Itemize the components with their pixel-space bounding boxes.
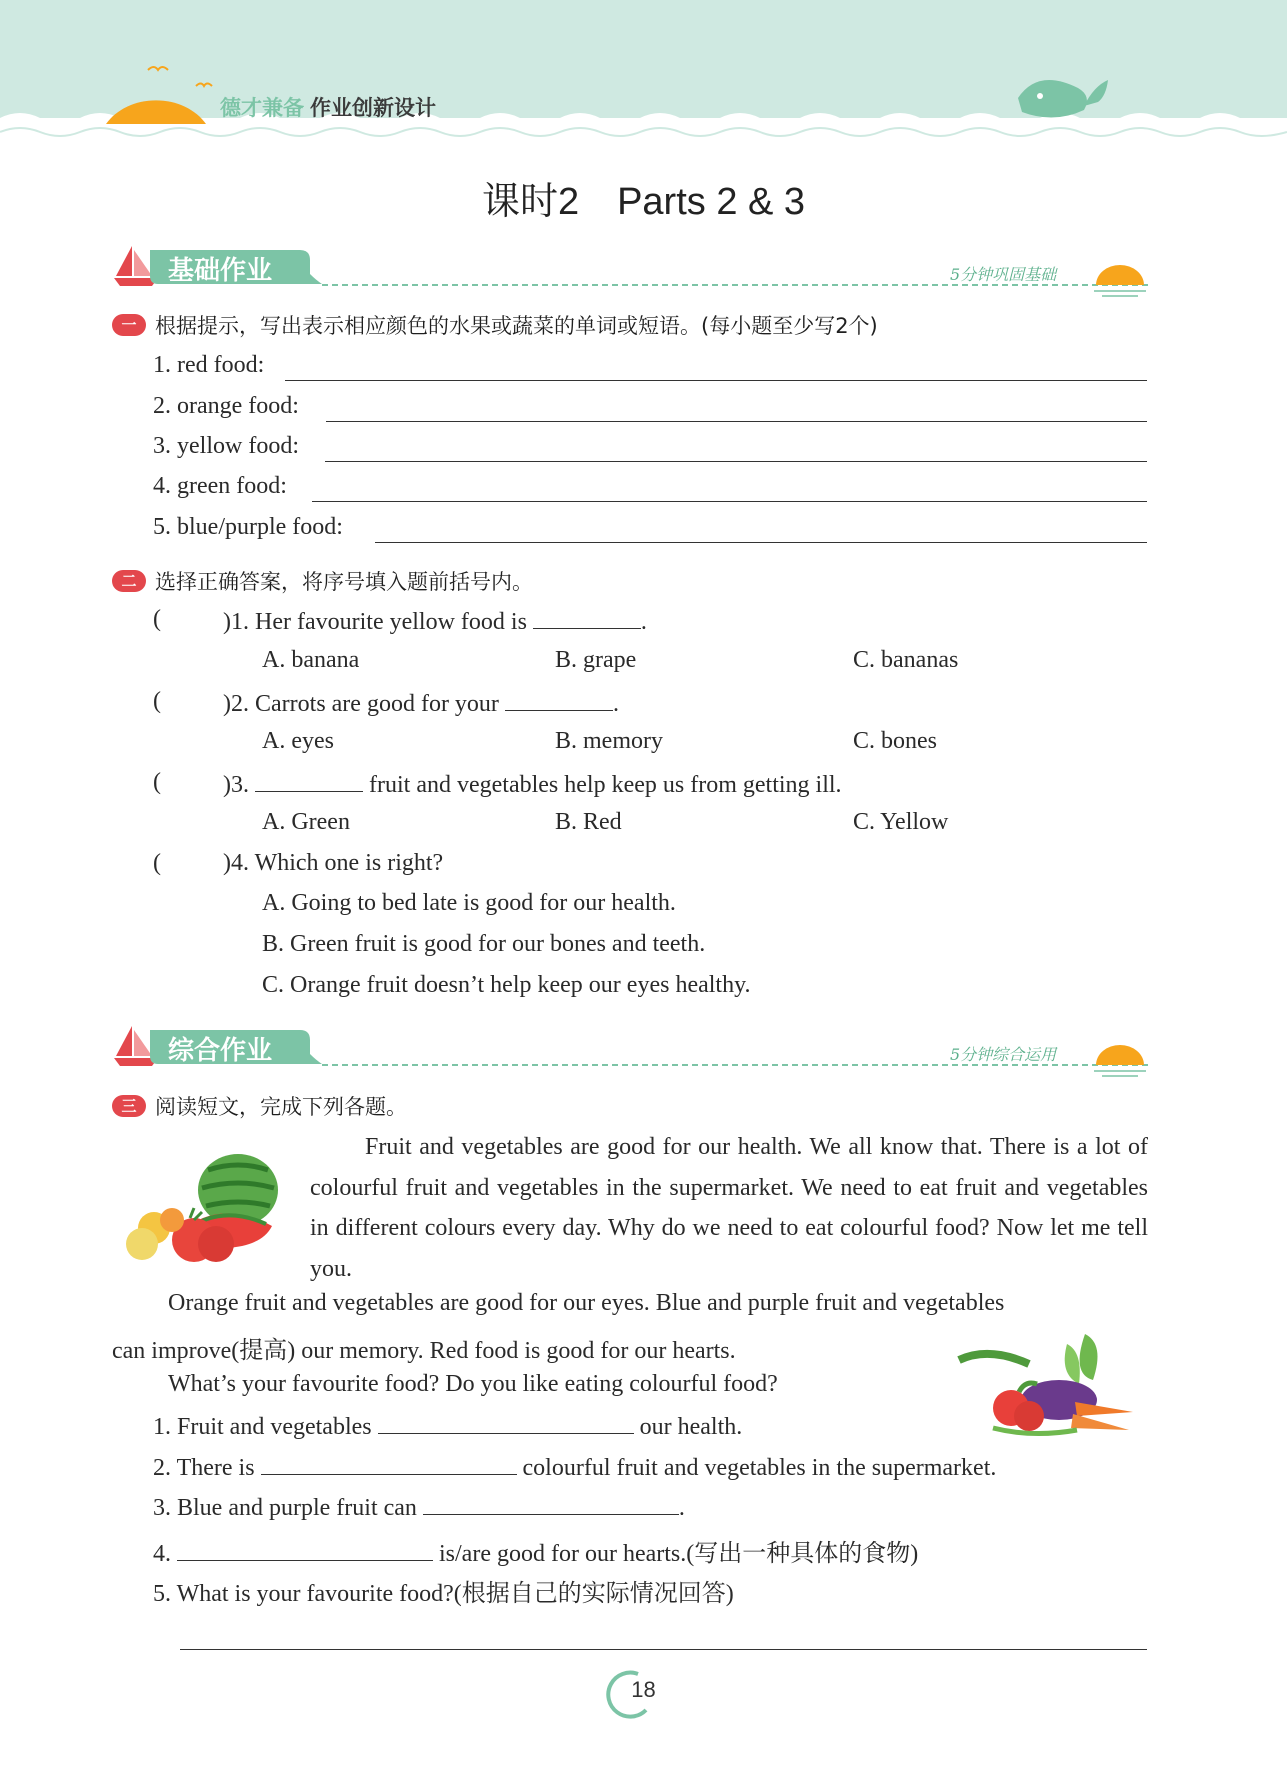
whale-icon	[1018, 80, 1108, 118]
q2-item-2-option-a[interactable]: A. eyes	[262, 728, 334, 754]
q1-item-2-label: 2. orange food:	[153, 393, 299, 419]
passage-paragraph-2-line-1: Orange fruit and vegetables are good for our eyes. Blue and purple fruit and vegetables	[168, 1290, 1005, 1316]
question-instruction-3: 阅读短文，完成下列各题。	[155, 1095, 407, 1119]
q1-item-1-answer-line[interactable]	[285, 380, 1147, 381]
section-label-basic: 基础作业	[168, 256, 273, 286]
q2-item-3-blank	[255, 769, 363, 792]
q2-item-1-option-c[interactable]: C. bananas	[853, 647, 959, 673]
header-decoration	[0, 0, 1287, 160]
q2-item-2-stem: )2. Carrots are good for your .	[223, 688, 619, 718]
sun-icon-small	[1090, 255, 1148, 299]
page-number: 18	[631, 1677, 656, 1702]
passage-paragraph-2-line-2: can improve(提高) our memory. Red food is good for our hearts.	[112, 1338, 736, 1364]
q3-question-5: 5. What is your favourite food?(根据自己的实际情况回答)	[153, 1581, 734, 1607]
q2-item-1-paren[interactable]: (	[153, 606, 161, 632]
q2-item-4-option-c[interactable]: C. Orange fruit doesn’t help keep our eyes healthy.	[262, 972, 751, 998]
q2-item-2-blank	[505, 688, 613, 711]
q1-item-2-answer-line[interactable]	[326, 421, 1147, 422]
q1-item-3-answer-line[interactable]	[325, 461, 1147, 462]
q3-question-2-blank[interactable]	[261, 1452, 517, 1475]
q2-item-2-option-c[interactable]: C. bones	[853, 728, 937, 754]
question-instruction-1: 根据提示，写出表示相应颜色的水果或蔬菜的单词或短语。(每小题至少写2个)	[155, 314, 878, 338]
question-badge-3: 三	[112, 1095, 146, 1117]
brand-primary: 德才兼备	[220, 96, 304, 120]
q2-item-3-option-b[interactable]: B. Red	[555, 809, 622, 835]
bird-icon-2	[196, 84, 212, 87]
brand-secondary: 作业创新设计	[310, 96, 436, 120]
section-subtitle-comprehensive: 5分钟综合运用	[950, 1045, 1057, 1064]
q2-item-1-stem: )1. Her favourite yellow food is .	[223, 606, 647, 636]
q3-question-2: 2. There is colourful fruit and vegetables in the supermarket.	[153, 1452, 996, 1482]
q2-item-4-paren[interactable]: (	[153, 850, 161, 876]
q2-item-3-paren[interactable]: (	[153, 769, 161, 795]
q2-item-2-paren[interactable]: (	[153, 688, 161, 714]
q1-item-5-answer-line[interactable]	[375, 542, 1147, 543]
q2-item-4-option-a[interactable]: A. Going to bed late is good for our health.	[262, 890, 676, 916]
q1-item-4-label: 4. green food:	[153, 473, 287, 499]
question-instruction-2: 选择正确答案，将序号填入题前括号内。	[155, 570, 533, 594]
q1-item-5-label: 5. blue/purple food:	[153, 514, 343, 540]
q3-question-3: 3. Blue and purple fruit can .	[153, 1492, 685, 1522]
sun-icon-small-2	[1090, 1035, 1148, 1079]
q2-item-4-stem: )4. Which one is right?	[223, 850, 444, 876]
vegetable-illustration	[955, 1330, 1140, 1440]
passage-paragraph-3: What’s your favourite food? Do you like eating colourful food?	[168, 1371, 778, 1397]
q2-item-3-stem: )3. fruit and vegetables help keep us from getting ill.	[223, 769, 842, 799]
q3-question-1-blank[interactable]	[378, 1411, 634, 1434]
q3-question-4: 4. is/are good for our hearts.(写出一种具体的食物)	[153, 1533, 918, 1568]
q1-item-1-label: 1. red food:	[153, 352, 265, 378]
q2-item-2-option-b[interactable]: B. memory	[555, 728, 663, 754]
section-label-comprehensive: 综合作业	[168, 1036, 273, 1066]
page-title: 课时2 Parts 2 & 3	[481, 181, 806, 223]
fruit-illustration	[120, 1148, 290, 1268]
section-subtitle-basic: 5分钟巩固基础	[950, 265, 1057, 284]
passage-paragraph-1: Fruit and vegetables are good for our health. We all know that. There is a lot of colourful fruit and vegetables in the supermarket. We need to eat fruit and vegetables in different colours every day. Why do we need to eat colourful food? Now let me tell you.	[310, 1134, 1149, 1282]
q2-item-1-option-a[interactable]: A. banana	[262, 647, 360, 673]
q2-item-1-blank	[533, 606, 641, 629]
sun-icon	[106, 100, 206, 124]
q3-question-1: 1. Fruit and vegetables our health.	[153, 1411, 742, 1441]
question-badge-2: 二	[112, 570, 146, 592]
brand-title	[220, 92, 436, 122]
q3-question-5-answer-line[interactable]	[180, 1649, 1147, 1650]
bird-icon	[148, 67, 168, 70]
q3-question-4-blank[interactable]	[177, 1538, 433, 1561]
q2-item-3-option-c[interactable]: C. Yellow	[853, 809, 949, 835]
q2-item-4-option-b[interactable]: B. Green fruit is good for our bones and teeth.	[262, 931, 706, 957]
q1-item-4-answer-line[interactable]	[312, 501, 1147, 502]
q2-item-3-option-a[interactable]: A. Green	[262, 809, 350, 835]
q3-question-3-blank[interactable]	[423, 1492, 679, 1515]
q1-item-3-label: 3. yellow food:	[153, 433, 299, 459]
question-badge-1: 一	[112, 314, 146, 336]
q2-item-1-option-b[interactable]: B. grape	[555, 647, 637, 673]
